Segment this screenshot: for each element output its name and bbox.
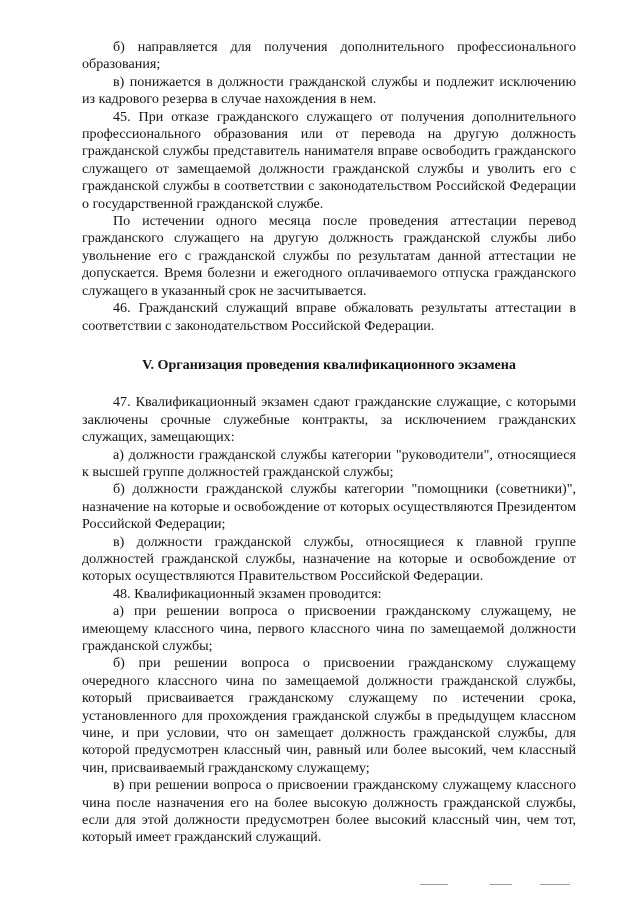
paragraph-47v: в) должности гражданской службы, относящиеся к главной группе должностей гражданской службы, назначение на которые и освобождение от которых осуществляются Правительством Российской Федерации. bbox=[82, 533, 576, 585]
paragraph-48a: а) при решении вопроса о присвоении гражданскому служащему, не имеющему классного чина, первого классного чина по замещаемой должности гражданской службы; bbox=[82, 603, 576, 654]
paragraph-46: 46. Гражданский служащий вправе обжаловать результаты аттестации в соответствии с законодательством Российской Федерации. bbox=[82, 300, 576, 334]
paragraph-44b: б) направляется для получения дополнительного профессионального образования; bbox=[82, 39, 576, 73]
paragraph-47a: а) должности гражданской службы категории "руководители", относящиеся к высшей группе должностей гражданской службы; bbox=[82, 446, 576, 480]
paragraph-45: 45. При отказе гражданского служащего от получения дополнительного профессионального образования или от перевода на другую должность гражданской службы представитель нанимателя вправе освободить гражданского служащего от замещаемой должности гражданской службы и уволить его с гражданской службы в соответствии с законодательством Российской Федерации о государственной гражданской службе. bbox=[82, 108, 576, 212]
footer-mark bbox=[420, 884, 448, 885]
paragraph-block-attestation bbox=[82, 0, 576, 335]
paragraph-47: 47. Квалификационный экзамен сдают гражданские служащие, с которыми заключены срочные служебные контракты, за исключением гражданских служащих, замещающих: bbox=[82, 394, 576, 446]
paragraph-48b: б) при решении вопроса о присвоении гражданскому служащему очередного классного чина по замещаемой должности гражданской службы, который присваивается гражданскому служащему по истечении срока, установленного для прохождения гражданской службы в предыдущем классном чине, и при условии, что он замещает должность гражданской службы, для которой предусмотрен классный чин, равный или более высокий, чем классный чин, присваиваемый гражданскому служащему; bbox=[82, 655, 576, 776]
footer-scan-marks bbox=[420, 880, 580, 890]
paragraph-48v: в) при решении вопроса о присвоении гражданскому служащему классного чина после назначения его на более высокую должность гражданской службы, если для этой должности предусмотрен более высокий классный чин, чем тот, который имеет гражданский служащий. bbox=[82, 777, 576, 846]
paragraph-47b: б) должности гражданской службы категории "помощники (советники)", назначение на которые и освобождение от которых осуществляются Президентом Российской Федерации; bbox=[82, 481, 576, 533]
paragraph-45-cont: По истечении одного месяца после проведения аттестации перевод гражданского служащего на другую должность гражданской службы либо увольнение его с гражданской службы по результатам данной аттестации не допускается. Время болезни и ежегодного оплачиваемого отпуска гражданского служащего в указанный срок не засчитывается. bbox=[82, 213, 576, 299]
paragraph-block-exam bbox=[82, 394, 576, 847]
document-page bbox=[82, 0, 576, 847]
footer-mark bbox=[490, 884, 512, 885]
paragraph-44v: в) понижается в должности гражданской службы и подлежит исключению из кадрового резерва в случае нахождения в нем. bbox=[82, 73, 576, 108]
paragraph-48: 48. Квалификационный экзамен проводится: bbox=[113, 585, 382, 602]
section-heading: V. Организация проведения квалификационного экзамена bbox=[142, 356, 516, 373]
footer-mark bbox=[540, 884, 570, 885]
